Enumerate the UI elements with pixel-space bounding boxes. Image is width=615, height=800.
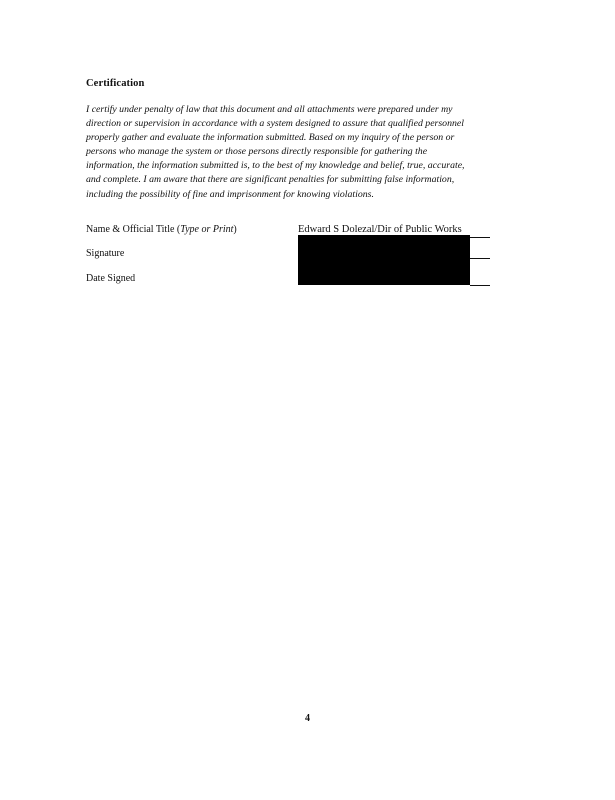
certification-line: and complete. I am aware that there are significant penalties for submitting false information, xyxy=(86,174,455,186)
certification-line: properly gather and evaluate the information submitted. Based on my inquiry of the person or xyxy=(86,132,455,144)
name-title-label-text: Name & Official Title ( xyxy=(86,224,181,235)
name-title-label xyxy=(86,224,237,235)
certification-line: direction or supervision in accordance with a system designed to assure that qualified personnel xyxy=(86,118,464,130)
certification-line: information, the information submitted is, to the best of my knowledge and belief, true, accurate, xyxy=(86,160,465,172)
date-signed-line xyxy=(470,285,490,286)
certification-statement xyxy=(86,103,526,202)
certification-line: I certify under penalty of law that this document and all attachments were prepared under my xyxy=(86,104,453,115)
signature-line xyxy=(470,258,490,259)
date-signed-label: Date Signed xyxy=(86,273,136,284)
redaction-block xyxy=(298,235,470,285)
name-title-label-italic: Type or Print xyxy=(180,224,234,235)
certification-line: including the possibility of fine and imprisonment for knowing violations. xyxy=(86,188,374,200)
page-number: 4 xyxy=(305,713,310,724)
certification-heading: Certification xyxy=(86,78,145,89)
signature-label: Signature xyxy=(86,248,125,259)
certification-line: persons who manage the system or those persons directly responsible for gathering the xyxy=(86,146,428,158)
name-title-value: Edward S Dolezal/Dir of Public Works xyxy=(298,224,490,238)
name-title-label-close: ) xyxy=(233,224,237,235)
